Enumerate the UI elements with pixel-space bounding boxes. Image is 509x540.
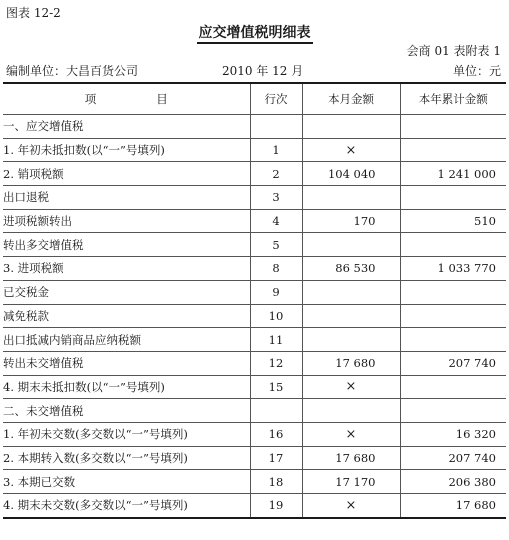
- row-item: 4. 期末未交数(多交数以“一”号填列): [3, 494, 250, 518]
- report-title-text: 应交增值税明细表: [197, 25, 313, 44]
- row-line-number: 18: [250, 470, 302, 494]
- table-row: [3, 280, 506, 304]
- row-line-number: 16: [250, 422, 302, 446]
- row-line-number: 2: [250, 162, 302, 186]
- row-line-number: 4: [250, 209, 302, 233]
- row-month-amount: ×: [302, 375, 400, 399]
- row-line-number: [250, 115, 302, 139]
- row-item: 进项税额转出: [3, 209, 250, 233]
- row-month-amount: [302, 304, 400, 328]
- reporting-unit: 编制单位：大昌百货公司: [6, 64, 139, 78]
- row-item: 2. 本期转入数(多交数以“一”号填列): [3, 446, 250, 470]
- row-month-amount: ×: [302, 138, 400, 162]
- table-row: [3, 138, 506, 162]
- row-month-amount: 17 170: [302, 470, 400, 494]
- currency-unit: 单位：元: [452, 64, 501, 78]
- table-row: [3, 257, 506, 281]
- header-year-amount: 本年累计金额: [400, 83, 506, 115]
- row-line-number: 5: [250, 233, 302, 257]
- table-row: [3, 494, 506, 518]
- row-year-amount: [400, 304, 506, 328]
- row-item: 出口退税: [3, 186, 250, 210]
- row-item: 转出多交增值税: [3, 233, 250, 257]
- table-header-row: [3, 83, 506, 115]
- row-line-number: 8: [250, 257, 302, 281]
- row-line-number: 15: [250, 375, 302, 399]
- header-item-right: 目: [156, 92, 168, 106]
- report-title: [0, 22, 509, 42]
- row-item: 2. 销项税额: [3, 162, 250, 186]
- row-year-amount: 510: [400, 209, 506, 233]
- row-item: 1. 年初未抵扣数(以“一”号填列): [3, 138, 250, 162]
- row-year-amount: 16 320: [400, 422, 506, 446]
- figure-label: 图表 12-2: [6, 6, 61, 20]
- row-year-amount: 206 380: [400, 470, 506, 494]
- row-line-number: 3: [250, 186, 302, 210]
- row-year-amount: [400, 328, 506, 352]
- row-item: 减免税款: [3, 304, 250, 328]
- row-month-amount: [302, 233, 400, 257]
- row-year-amount: 1 033 770: [400, 257, 506, 281]
- table-row: [3, 162, 506, 186]
- table-row: [3, 233, 506, 257]
- table-row: [3, 351, 506, 375]
- row-item: 二、未交增值税: [3, 399, 250, 423]
- table-row: [3, 399, 506, 423]
- row-month-amount: 17 680: [302, 446, 400, 470]
- row-year-amount: 207 740: [400, 446, 506, 470]
- row-year-amount: [400, 375, 506, 399]
- row-line-number: 11: [250, 328, 302, 352]
- row-item: 出口抵减内销商品应纳税额: [3, 328, 250, 352]
- row-month-amount: ×: [302, 422, 400, 446]
- row-month-amount: ×: [302, 494, 400, 518]
- row-month-amount: [302, 115, 400, 139]
- row-month-amount: [302, 280, 400, 304]
- row-year-amount: 1 241 000: [400, 162, 506, 186]
- row-item: 4. 期末未抵扣数(以“一”号填列): [3, 375, 250, 399]
- row-item: 一、应交增值税: [3, 115, 250, 139]
- form-number: 会商 01 表附表 1: [406, 44, 501, 58]
- table-row: [3, 304, 506, 328]
- row-month-amount: 170: [302, 209, 400, 233]
- row-year-amount: [400, 233, 506, 257]
- table-row: [3, 186, 506, 210]
- row-line-number: 9: [250, 280, 302, 304]
- table-row: [3, 328, 506, 352]
- header-item: [3, 83, 250, 115]
- row-year-amount: [400, 399, 506, 423]
- row-month-amount: [302, 186, 400, 210]
- row-month-amount: [302, 399, 400, 423]
- table-row: [3, 446, 506, 470]
- row-month-amount: 86 530: [302, 257, 400, 281]
- row-line-number: 1: [250, 138, 302, 162]
- header-month-amount: 本月金额: [302, 83, 400, 115]
- row-year-amount: 207 740: [400, 351, 506, 375]
- table-row: [3, 375, 506, 399]
- table-row: [3, 470, 506, 494]
- vat-detail-table: [3, 82, 506, 519]
- row-year-amount: [400, 115, 506, 139]
- report-period: 2010 年 12 月: [222, 64, 304, 78]
- header-line: 行次: [250, 83, 302, 115]
- row-year-amount: 17 680: [400, 494, 506, 518]
- row-item: 已交税金: [3, 280, 250, 304]
- row-month-amount: [302, 328, 400, 352]
- table-row: [3, 422, 506, 446]
- row-line-number: 19: [250, 494, 302, 518]
- table-body: [3, 115, 506, 518]
- row-item: 3. 本期已交数: [3, 470, 250, 494]
- row-item: 3. 进项税额: [3, 257, 250, 281]
- row-item: 转出未交增值税: [3, 351, 250, 375]
- row-item: 1. 年初未交数(多交数以“一”号填列): [3, 422, 250, 446]
- row-month-amount: 104 040: [302, 162, 400, 186]
- table-row: [3, 209, 506, 233]
- row-year-amount: [400, 280, 506, 304]
- row-month-amount: 17 680: [302, 351, 400, 375]
- header-item-left: 项: [84, 92, 97, 106]
- table-row: [3, 115, 506, 139]
- row-line-number: 17: [250, 446, 302, 470]
- row-year-amount: [400, 186, 506, 210]
- row-year-amount: [400, 138, 506, 162]
- row-line-number: [250, 399, 302, 423]
- row-line-number: 12: [250, 351, 302, 375]
- row-line-number: 10: [250, 304, 302, 328]
